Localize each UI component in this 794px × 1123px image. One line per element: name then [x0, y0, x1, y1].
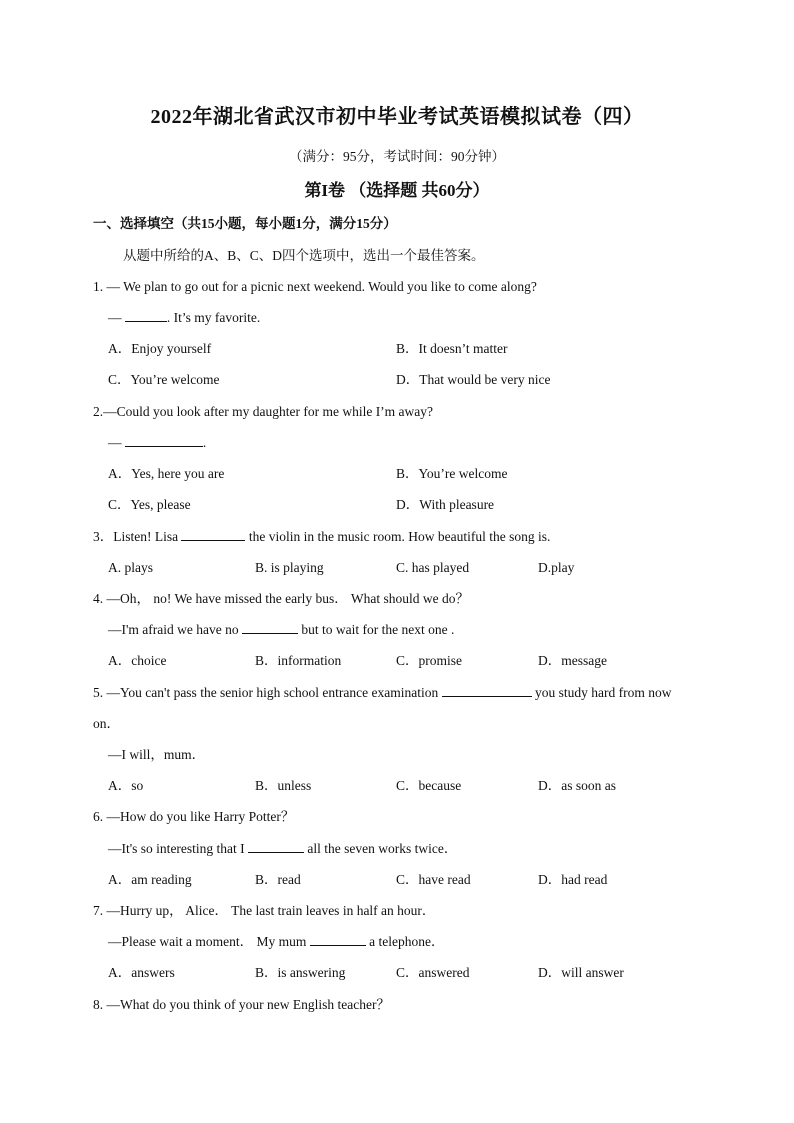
exam-info: （满分：95分，考试时间：90分钟） [289, 149, 505, 164]
option-b: B．You’re welcome [396, 466, 508, 481]
option-c: C．You’re welcome [108, 372, 220, 387]
question-stem: 6. —How do you like Harry Potter？ [93, 809, 295, 824]
option-b: B．is answering [255, 965, 346, 980]
option-a: A．am reading [108, 872, 192, 887]
option-a: A．choice [108, 653, 167, 668]
section-instruction: 从题中所给的A、B、C、D四个选项中，选出一个最佳答案。 [123, 248, 485, 263]
question-stem: 1. — We plan to go out for a picnic next weekend. Would you like to come along? [93, 279, 537, 294]
option-d: D．message [538, 653, 607, 668]
question-stem: 7. —Hurry up， Alice． The last train leaves in half an hour． [93, 903, 436, 918]
option-a: A．answers [108, 965, 175, 980]
option-d: D．had read [538, 872, 608, 887]
option-d: D.play [538, 560, 575, 575]
option-b: B. is playing [255, 560, 324, 575]
option-c: C．because [396, 778, 462, 793]
question-stem-continued: on． [93, 716, 120, 731]
question-reply: — . It’s my favorite. [108, 310, 261, 325]
question-reply: —It's so interesting that I all the seven works twice． [108, 841, 458, 856]
option-d: D．will answer [538, 965, 624, 980]
question-stem: 8. —What do you think of your new English teacher？ [93, 997, 390, 1012]
option-a: A．Enjoy yourself [108, 341, 212, 356]
question-stem: 5. —You can't pass the senior high school entrance examination you study hard from now [93, 685, 672, 700]
option-c: C．answered [396, 965, 470, 980]
answer-blank [310, 933, 366, 946]
section-heading: 一、选择填空（共15小题，每小题1分，满分15分） [93, 216, 397, 231]
option-a: A．so [108, 778, 144, 793]
option-d: D．That would be very nice [396, 372, 551, 387]
option-d: D．With pleasure [396, 497, 495, 512]
question-reply: —I will，mum． [108, 747, 206, 762]
question-stem: 4. —Oh， no! We have missed the early bus． What should we do？ [93, 591, 469, 606]
page-title: 2022年湖北省武汉市初中毕业考试英语模拟试卷（四） [150, 106, 644, 128]
option-b: B．information [255, 653, 342, 668]
question-stem: 3．Listen! Lisa the violin in the music room. How beautiful the song is. [93, 529, 551, 544]
answer-blank [442, 684, 532, 697]
answer-blank [248, 840, 304, 853]
question-reply: — . [108, 435, 207, 450]
question-stem: 2.—Could you look after my daughter for me while I’m away? [93, 404, 434, 419]
option-a: A．Yes, here you are [108, 466, 225, 481]
answer-blank [242, 621, 298, 634]
question-reply: —I'm afraid we have no but to wait for the next one . [108, 622, 455, 637]
option-c: C．promise [396, 653, 462, 668]
option-d: D．as soon as [538, 778, 616, 793]
option-a: A. plays [108, 560, 153, 575]
option-b: B．It doesn’t matter [396, 341, 508, 356]
option-b: B．read [255, 872, 301, 887]
answer-blank [125, 309, 167, 322]
option-c: C. has played [396, 560, 470, 575]
answer-blank [181, 528, 245, 541]
option-b: B．unless [255, 778, 312, 793]
option-c: C．Yes, please [108, 497, 191, 512]
part-title: 第I卷 （选择题 共60分） [304, 181, 490, 200]
answer-blank [125, 434, 203, 447]
option-c: C．have read [396, 872, 471, 887]
question-reply: —Please wait a moment． My mum a telephone． [108, 934, 445, 949]
